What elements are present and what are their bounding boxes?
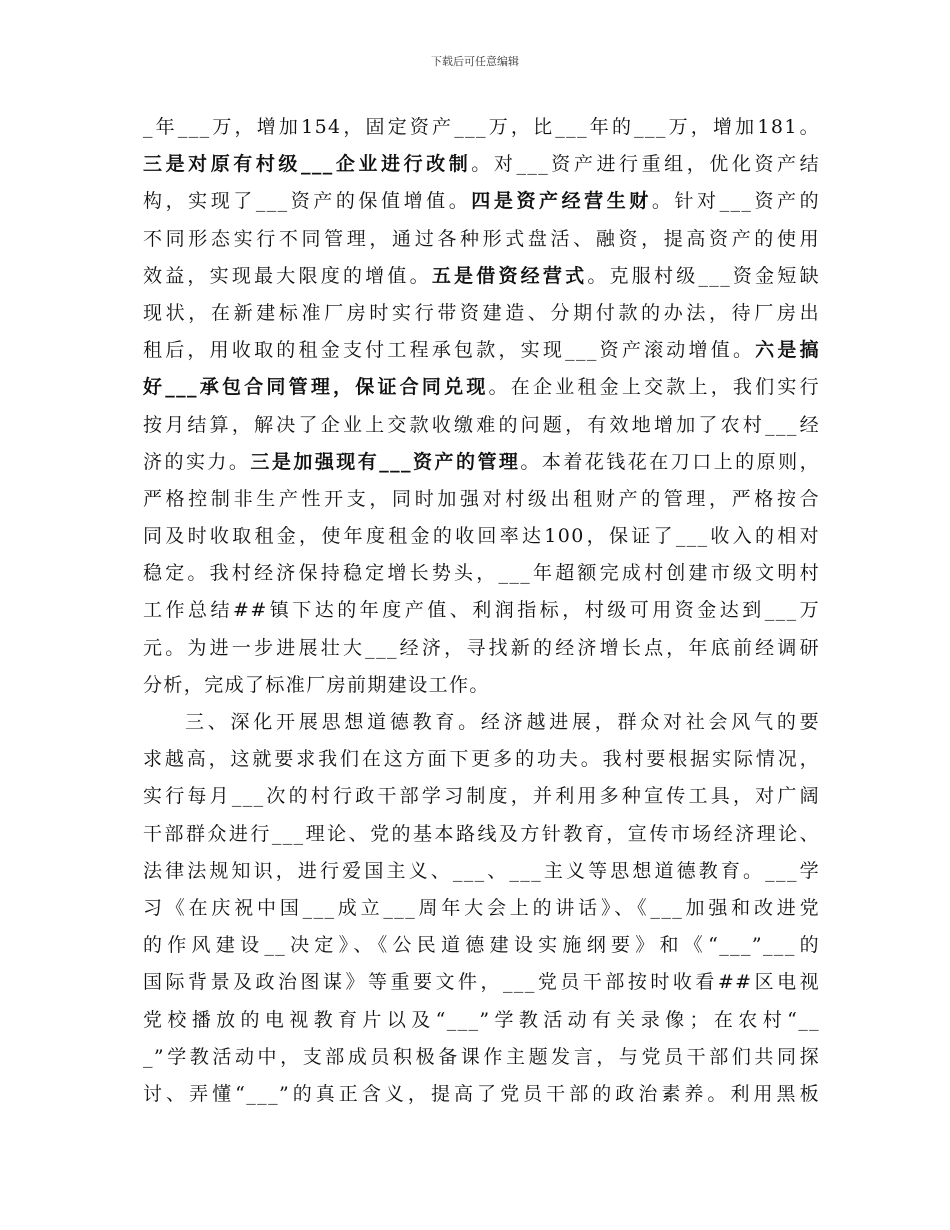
- text-segment: 法律法规知识，进行爱国主义、___、___主义等思想道德教育。___学: [143, 859, 820, 882]
- text-segment: 国际背景及政治图谋》等重要文件，___党员干部按时收看##区电视: [143, 971, 820, 994]
- bold-text-segment: 三是对原有村级___企业进行改制: [143, 153, 472, 176]
- page-header: 下载后可任意编辑: [431, 55, 519, 68]
- text-segment: 实行每月___次的村行政干部学习制度，并利用多种宣传工具，对广阔: [143, 785, 820, 808]
- text-segment: 工作总结##镇下达的年度产值、利润指标，村级可用资金达到___万: [143, 599, 820, 622]
- document-body: [143, 109, 820, 1113]
- text-line: [143, 630, 820, 667]
- bold-text-segment: 好___承包合同管理，保证合同兑现: [143, 376, 489, 399]
- text-line: [143, 221, 820, 258]
- text-line: [143, 555, 820, 592]
- text-line: [143, 146, 820, 183]
- text-line: [143, 518, 820, 555]
- bold-text-segment: 六是搞: [755, 339, 820, 362]
- text-segment: 三、深化开展思想道德教育。经济越进展，群众对社会风气的要: [185, 711, 820, 733]
- text-line: [143, 258, 820, 295]
- bold-text-segment: 四是资产经营生财: [471, 190, 652, 213]
- text-line: [143, 407, 820, 444]
- text-segment: 按月结算，解决了企业上交款收缴难的问题，有效地增加了农村___经: [143, 413, 820, 436]
- text-segment: 党校播放的电视教育片以及“___”学教活动有关录像；在农村“__: [143, 1008, 820, 1031]
- text-line: [143, 667, 820, 704]
- text-segment: 习《在庆祝中国___成立___周年大会上的讲话》、《___加强和改进党: [143, 896, 820, 919]
- text-line: [143, 295, 820, 332]
- text-segment: 构，实现了___资产的保值增值。: [143, 190, 472, 213]
- text-segment: 严格控制非生产性开支，同时加强对村级出租财产的管理，严格按合: [143, 487, 820, 510]
- bold-text-segment: 五是借资经营式: [431, 264, 588, 287]
- text-line: [143, 592, 820, 629]
- text-segment: 的作风建设__决定》、《公民道德建设实施纲要》和《“___”___的: [143, 934, 820, 957]
- text-line: [143, 741, 820, 778]
- text-line: [143, 481, 820, 518]
- text-segment: 。本着花钱花在刀口上的原则，: [520, 450, 820, 473]
- text-line: [143, 369, 820, 406]
- text-segment: _年___万，增加154，固定资产___万，比___年的___万，增加181。: [143, 116, 820, 138]
- text-segment: 不同形态实行不同管理，通过各种形式盘活、融资，提高资产的使用: [143, 227, 820, 250]
- text-line: [143, 778, 820, 815]
- text-segment: 现状，在新建标准厂房时实行带资建造、分期付款的办法，待厂房出: [143, 301, 820, 324]
- text-segment: 干部群众进行___理论、党的基本路线及方针教育，宣传市场经济理论、: [143, 822, 820, 845]
- text-line: [143, 704, 820, 741]
- text-segment: _”学教活动中，支部成员积极备课作主题发言，与党员干部们共同探: [143, 1045, 820, 1068]
- text-segment: 分析，完成了标准厂房前期建设工作。: [143, 673, 490, 696]
- text-segment: 讨、弄懂“___”的真正含义，提高了党员干部的政治素养。利用黑板: [143, 1082, 820, 1105]
- text-line: [143, 1076, 820, 1113]
- text-line: [143, 964, 820, 1001]
- text-line: [143, 109, 820, 146]
- text-segment: 租后，用收取的租金支付工程承包款，实现___资产滚动增值。: [143, 339, 756, 362]
- text-segment: 。在企业租金上交款上，我们实行: [488, 376, 820, 399]
- text-segment: 。针对___资产的: [651, 190, 820, 213]
- text-line: [143, 1039, 820, 1076]
- text-segment: 。对___资产进行重组，优化资产结: [471, 153, 820, 176]
- text-segment: 元。为进一步进展壮大___经济，寻找新的经济增长点，年底前经调研: [143, 636, 820, 659]
- text-segment: 同及时收取租金，使年度租金的收回率达100，保证了___收入的相对: [143, 525, 820, 548]
- text-line: [143, 332, 820, 369]
- bold-text-segment: 三是加强现有___资产的管理: [250, 450, 521, 473]
- text-segment: 。克服村级___资金短缺: [587, 264, 820, 287]
- text-line: [143, 853, 820, 890]
- text-line: [143, 890, 820, 927]
- text-line: [143, 816, 820, 853]
- text-segment: 求越高，这就要求我们在这方面下更多的功夫。我村要根据实际情况，: [143, 748, 820, 771]
- text-line: [143, 1002, 820, 1039]
- text-segment: 效益，实现最大限度的增值。: [143, 264, 432, 287]
- text-line: [143, 183, 820, 220]
- text-segment: 稳定。我村经济保持稳定增长势头，___年超额完成村创建市级文明村: [143, 562, 820, 585]
- text-line: [143, 927, 820, 964]
- text-line: [143, 444, 820, 481]
- text-segment: 济的实力。: [143, 450, 251, 473]
